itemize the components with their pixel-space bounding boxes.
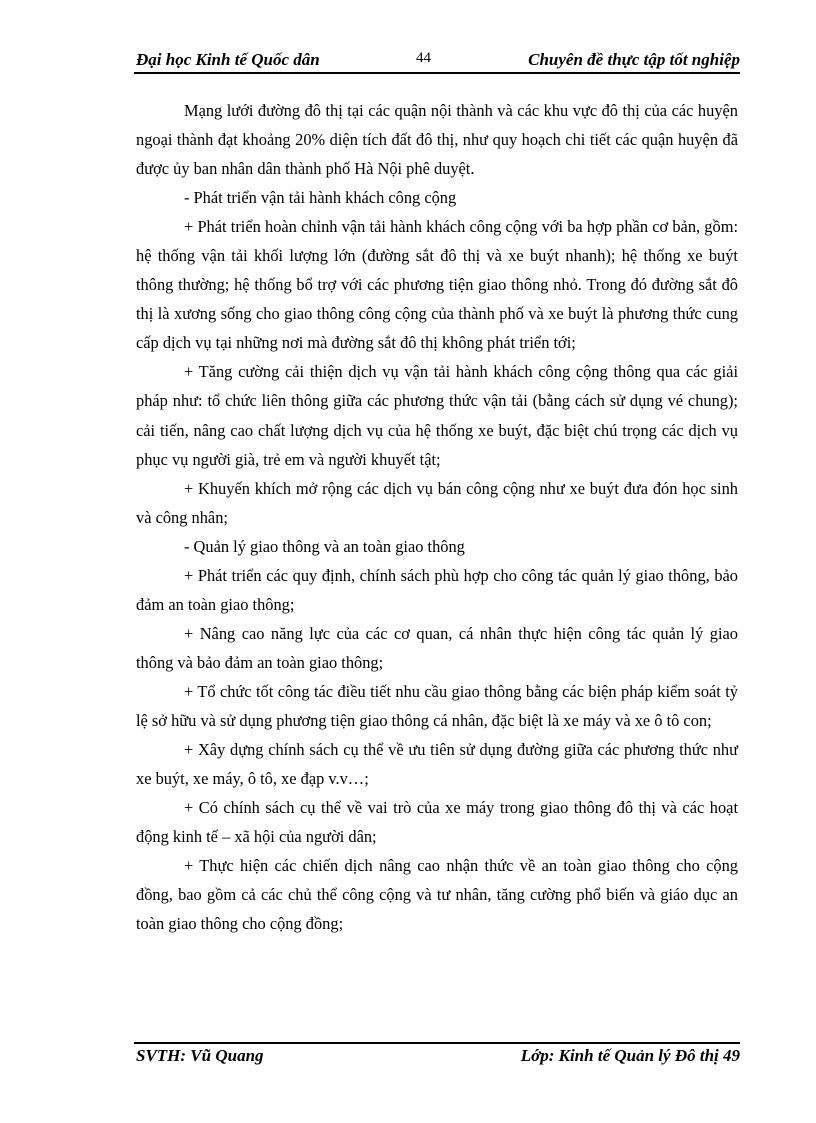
paragraph: + Thực hiện các chiến dịch nâng cao nhận thức về an toàn giao thông cho cộng đồng, bao gồm cả các chủ thể công cộng và tư nhân, tăng cường phổ biến và giáo dục an toàn giao thông cho cộng đồng; (136, 856, 738, 934)
paragraph: + Tăng cường cải thiện dịch vụ vận tải hành khách công cộng thông qua các giải pháp như: tổ chức liên thông giữa các phương thức vận tải (bằng cách sử dụng vé chung); cải tiến, nâng cao chất lượng dịch vụ của hệ thống xe buýt, đặc biệt chú trọng các dịch vụ phục vụ người già, trẻ em và người khuyết tật; (136, 362, 738, 469)
page-footer (134, 1042, 740, 1068)
paragraph: + Xây dựng chính sách cụ thể về ưu tiên sử dụng đường giữa các phương thức như xe buýt, xe máy, ô tô, xe đạp v.v…; (136, 740, 738, 789)
paragraph: + Tổ chức tốt công tác điều tiết nhu cầu giao thông bằng các biện pháp kiểm soát tỷ lệ sở hữu và sử dụng phương tiện giao thông cá nhân, đặc biệt là xe máy và xe ô tô con; (136, 681, 738, 730)
paragraph: + Phát triển hoàn chỉnh vận tải hành khách công cộng với ba hợp phần cơ bản, gồm: hệ thống vận tải khối lượng lớn (đường sắt đô thị và xe buýt nhanh); hệ thống xe buýt thông thường; hệ thống bổ trợ với các phương tiện giao thông nhỏ. Trong đó đường sắt đô thị là xương sống cho giao thông công cộng của thành phố và xe buýt là phương thức cung cấp dịch vụ tại những nơi mà đường sắt đô thị không phát triển tới; (136, 217, 738, 353)
page-number: 44 (416, 50, 431, 66)
paragraph: + Khuyến khích mở rộng các dịch vụ bán công cộng như xe buýt đưa đón học sinh và công nhân; (136, 478, 738, 527)
class-name: Lớp: Kinh tế Quản lý Đô thị 49 (520, 1046, 740, 1065)
university-name: Đại học Kinh tế Quốc dân (136, 50, 320, 69)
document-title: Chuyên đề thực tập tốt nghiệp (528, 50, 740, 69)
paragraph: + Nâng cao năng lực của các cơ quan, cá nhân thực hiện công tác quản lý giao thông và bảo đảm an toàn giao thông; (136, 623, 738, 672)
paragraph: + Phát triển các quy định, chính sách phù hợp cho công tác quản lý giao thông, bảo đảm an toàn giao thông; (136, 565, 738, 614)
paragraph: Mạng lưới đường đô thị tại các quận nội thành và các khu vực đô thị của các huyện ngoại thành đạt khoảng 20% diện tích đất đô thị, như quy hoạch chi tiết các quận huyện đã được ủy ban nhân dân thành phố Hà Nội phê duyệt. (136, 101, 738, 179)
paragraph: - Quản lý giao thông và an toàn giao thông (184, 536, 465, 556)
student-name: SVTH: Vũ Quang (136, 1046, 264, 1065)
paragraph: + Có chính sách cụ thể về vai trò của xe máy trong giao thông đô thị và các hoạt động kinh tế – xã hội của người dân; (136, 798, 738, 847)
paragraph: - Phát triển vận tải hành khách công cộng (184, 188, 457, 208)
page-header (134, 48, 740, 74)
document-body (136, 96, 738, 938)
